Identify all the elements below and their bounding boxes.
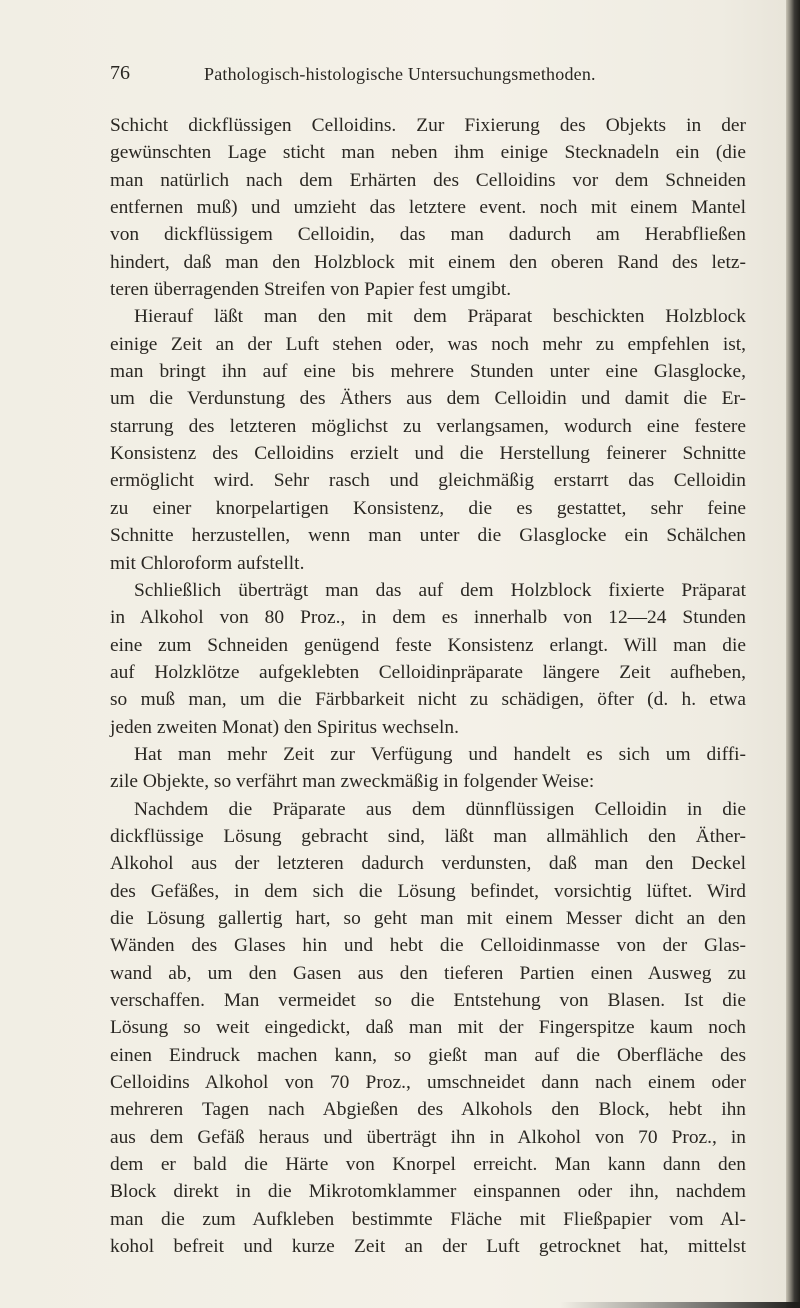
text-line: hindert, daß man den Holzblock mit einem den oberen Rand des letz- xyxy=(110,251,746,273)
text-line: Schließlich überträgt man das auf dem Holzblock fixierte Präparat xyxy=(134,579,746,601)
text-line: so muß man, um die Färbbarkeit nicht zu schädigen, öfter (d. h. etwa xyxy=(110,689,746,711)
text-line: zile Objekte, so verfährt man zweckmäßig in folgender Weise: xyxy=(110,771,595,793)
text-line: man bringt ihn auf eine bis mehrere Stunden unter eine Glasglocke, xyxy=(110,361,746,383)
text-line: einen Eindruck machen kann, so gießt man auf die Oberfläche des xyxy=(110,1044,746,1066)
text-line: Lösung so weit eingedickt, daß man mit der Fingerspitze kaum noch xyxy=(110,1017,746,1039)
text-line: Alkohol aus der letzteren dadurch verdunsten, daß man den Deckel xyxy=(110,853,746,875)
text-line: aus dem Gefäß heraus und überträgt ihn in Alkohol von 70 Proz., in xyxy=(110,1126,746,1148)
text-line: verschaffen. Man vermeidet so die Entstehung von Blasen. Ist die xyxy=(110,990,746,1011)
text-line: entfernen muß) und umzieht das letztere event. noch mit einem Mantel xyxy=(110,197,746,219)
text-line: mit Chloroform aufstellt. xyxy=(110,552,305,574)
book-spine-edge xyxy=(786,0,800,1308)
text-line: man natürlich nach dem Erhärten des Celloidins vor dem Schneiden xyxy=(110,169,746,191)
text-line: einige Zeit an der Luft stehen oder, was noch mehr zu empfehlen ist, xyxy=(110,333,746,355)
text-line: Schnitte herzustellen, wenn man unter die Glasglocke ein Schälchen xyxy=(110,525,746,547)
text-line: man die zum Aufkleben bestimmte Fläche mit Fließpapier vom Al- xyxy=(110,1208,746,1230)
text-line: wand ab, um den Gasen aus den tieferen Partien einen Ausweg zu xyxy=(110,962,746,984)
page-header xyxy=(110,62,750,90)
text-line: in Alkohol von 80 Proz., in dem es innerhalb von 12—24 Stunden xyxy=(110,607,746,629)
text-line: Konsistenz des Celloidins erzielt und die Herstellung feinerer Schnitte xyxy=(110,443,746,465)
text-line: zu einer knorpelartigen Konsistenz, die es gestattet, sehr feine xyxy=(110,497,746,519)
page-bottom-shadow xyxy=(560,1302,800,1308)
text-line: des Gefäßes, in dem sich die Lösung befindet, vorsichtig lüftet. Wird xyxy=(110,880,746,902)
text-line: Celloidins Alkohol von 70 Proz., umschneidet dann nach einem oder xyxy=(110,1072,746,1094)
body-text xyxy=(110,112,746,1260)
text-line: dem er bald die Härte von Knorpel erreicht. Man kann dann den xyxy=(110,1154,746,1176)
text-line: ermöglicht wird. Sehr rasch und gleichmäßig erstarrt das Celloidin xyxy=(110,470,746,492)
text-line: teren überragenden Streifen von Papier fest umgibt. xyxy=(110,279,512,301)
text-line: um die Verdunstung des Äthers aus dem Celloidin und damit die Er- xyxy=(110,388,746,410)
text-line: mehreren Tagen nach Abgießen des Alkohols den Block, hebt ihn xyxy=(110,1099,746,1121)
text-line: dickflüssige Lösung gebracht sind, läßt man allmählich den Äther- xyxy=(110,825,746,847)
text-line: Schicht dickflüssigen Celloidins. Zur Fixierung des Objekts in der xyxy=(110,115,746,136)
running-head: Pathologisch-histologische Untersuchungsmethoden. xyxy=(204,64,596,84)
text-line: Wänden des Glases hin und hebt die Celloidinmasse von der Glas- xyxy=(110,935,746,957)
text-line: auf Holzklötze aufgeklebten Celloidinpräparate längere Zeit aufheben, xyxy=(110,661,746,683)
text-line: Nachdem die Präparate aus dem dünnflüssigen Celloidin in die xyxy=(134,798,746,820)
text-line: die Lösung gallertig hart, so geht man mit einem Messer dicht an den xyxy=(110,907,746,929)
text-line: starrung des letzteren möglichst zu verlangsamen, wodurch eine festere xyxy=(110,415,746,437)
text-line: jeden zweiten Monat) den Spiritus wechseln. xyxy=(110,716,459,738)
text-line: kohol befreit und kurze Zeit an der Luft getrocknet hat, mittelst xyxy=(110,1236,746,1258)
text-line: von dickflüssigem Celloidin, das man dadurch am Herabfließen xyxy=(110,224,746,246)
text-line: eine zum Schneiden genügend feste Konsistenz erlangt. Will man die xyxy=(110,634,746,656)
text-line: Block direkt in die Mikrotomklammer einspannen oder ihn, nachdem xyxy=(110,1181,746,1203)
page-number: 76 xyxy=(110,62,130,84)
text-line: Hat man mehr Zeit zur Verfügung und handelt es sich um diffi- xyxy=(134,743,746,765)
text-line: gewünschten Lage sticht man neben ihm einige Stecknadeln ein (die xyxy=(110,142,746,164)
text-line: Hierauf läßt man den mit dem Präparat beschickten Holzblock xyxy=(134,306,746,328)
